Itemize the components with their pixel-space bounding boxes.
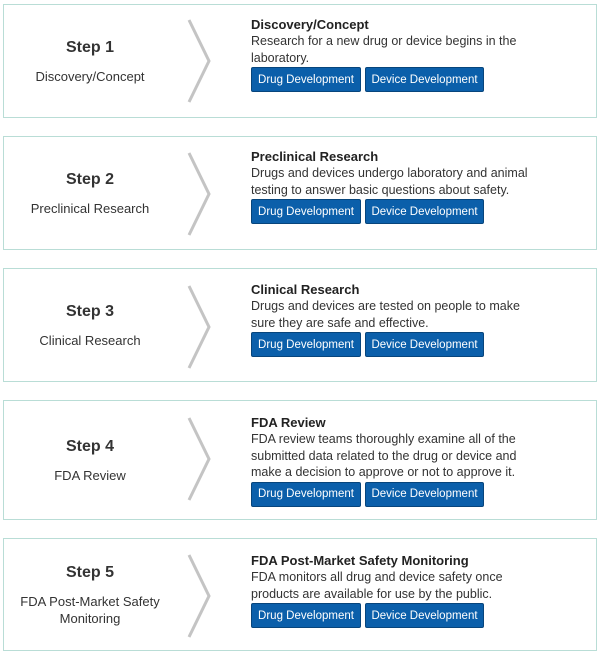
button-row	[251, 199, 541, 224]
drug-development-button[interactable]: Drug Development	[251, 67, 361, 92]
step-card-1	[3, 4, 597, 118]
device-development-button[interactable]: Device Development	[365, 603, 484, 628]
step-card-2	[3, 136, 597, 250]
step-card-5	[3, 538, 597, 651]
drug-development-button[interactable]: Drug Development	[251, 482, 361, 507]
step-details	[251, 414, 541, 507]
drug-development-button[interactable]: Drug Development	[251, 332, 361, 357]
step-name: FDA Review	[54, 467, 126, 483]
step-summary	[4, 137, 176, 249]
step-title: Preclinical Research	[251, 149, 379, 164]
step-number: Step 2	[65, 170, 114, 188]
button-row	[251, 482, 541, 507]
step-description: Research for a new drug or device begins in the laboratory.	[251, 34, 517, 65]
drug-development-button[interactable]: Drug Development	[251, 603, 361, 628]
step-name: Clinical Research	[39, 332, 141, 348]
step-title: FDA Post-Market Safety Monitoring	[251, 553, 469, 568]
button-row	[251, 603, 541, 628]
device-development-button[interactable]: Device Development	[365, 332, 484, 357]
step-card-3	[3, 268, 597, 382]
step-details	[251, 552, 541, 628]
chevron-right-icon	[185, 18, 215, 104]
step-title: FDA Review	[251, 415, 326, 430]
step-number: Step 3	[65, 302, 114, 320]
step-summary	[4, 539, 176, 650]
button-row	[251, 67, 541, 92]
step-summary	[4, 269, 176, 381]
step-name: Discovery/Concept	[35, 68, 145, 84]
step-details	[251, 16, 541, 92]
step-description: FDA review teams thoroughly examine all of the submitted data related to the drug or device and make a decision to approve or not to approve it.	[251, 432, 517, 479]
device-development-button[interactable]: Device Development	[365, 482, 484, 507]
chevron-right-icon	[185, 151, 215, 237]
step-title: Clinical Research	[251, 282, 360, 297]
chevron-right-icon	[185, 553, 215, 639]
step-details	[251, 148, 541, 224]
step-title: Discovery/Concept	[251, 17, 369, 32]
step-number: Step 1	[65, 38, 114, 56]
step-details	[251, 281, 541, 357]
drug-development-button[interactable]: Drug Development	[251, 199, 361, 224]
step-number: Step 5	[65, 563, 114, 581]
chevron-right-icon	[185, 284, 215, 370]
device-development-button[interactable]: Device Development	[365, 67, 484, 92]
chevron-right-icon	[185, 416, 215, 502]
step-description: Drugs and devices are tested on people to make sure they are safe and effective.	[251, 299, 520, 330]
step-description: Drugs and devices undergo laboratory and animal testing to answer basic questions about safety.	[251, 166, 528, 197]
step-summary	[4, 5, 176, 117]
device-development-button[interactable]: Device Development	[365, 199, 484, 224]
step-description: FDA monitors all drug and device safety once products are available for use by the public.	[251, 570, 503, 601]
step-number: Step 4	[65, 437, 114, 455]
button-row	[251, 332, 541, 357]
step-name: FDA Post-Market Safety Monitoring	[20, 593, 160, 626]
step-summary	[4, 401, 176, 519]
step-name: Preclinical Research	[30, 200, 150, 216]
step-card-4	[3, 400, 597, 520]
